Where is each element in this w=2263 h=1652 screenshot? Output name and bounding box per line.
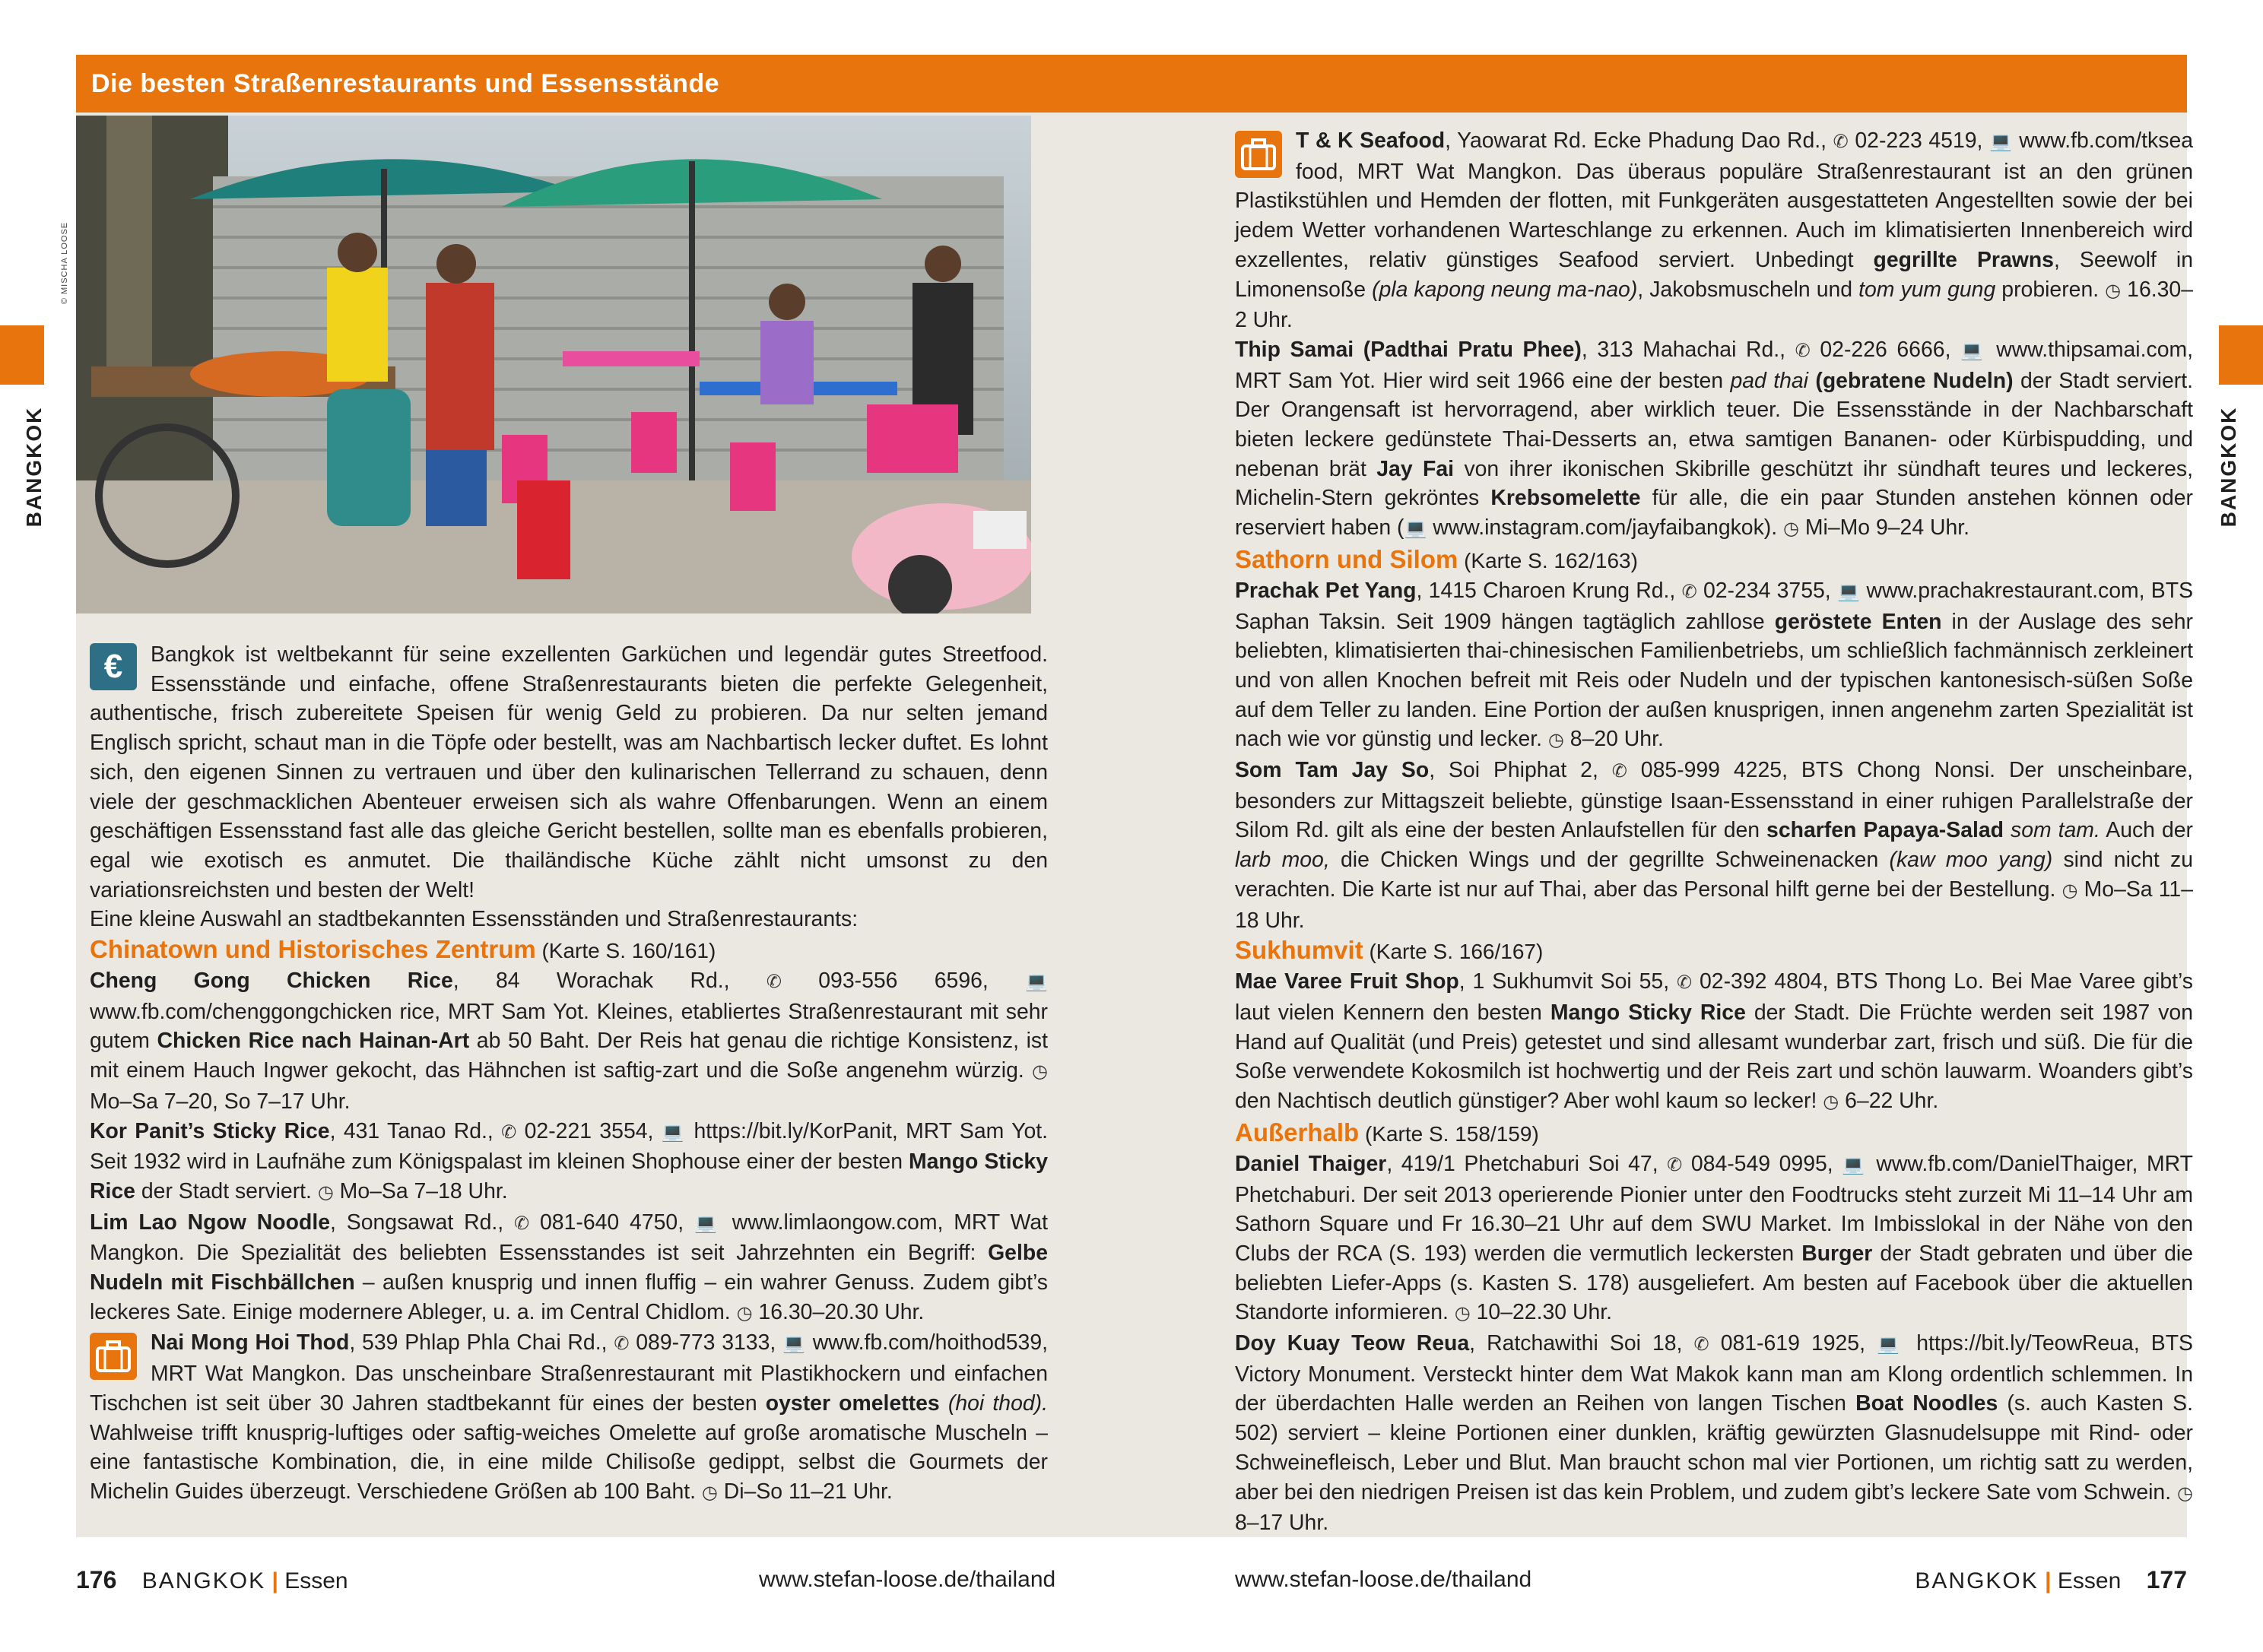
phone-icon: ✆ xyxy=(1611,761,1627,782)
page-number-left: 176 xyxy=(76,1566,117,1593)
clock-icon: ◷ xyxy=(701,1482,718,1503)
laptop-icon: 💻 xyxy=(694,1213,722,1234)
entry-prachak: Prachak Pet Yang, 1415 Charoen Krung Rd., ✆ 02-234 3755, 💻 www.prachakrestaurant.com, BTS Saphan Taksin. Seit 1909 hängen tagtäglich zahllose geröstete Enten in der Auslage des sehr beliebten, klimatisierten thai-chinesischen Familienbetriebs, um schließlich fachmännisch zerkleinert und von allen Knochen befreit mit Reis oder Nudeln und der typischen kantonesisch-süßen Soße auf dem Teller zu landen. Eine Portion der außen knusprigen, innen angenehm zarten Spezialität ist nach wie vor günstig und lecker. ◷ 8–20 Uhr. xyxy=(1235,578,2194,752)
section-heading-chinatown: Chinatown und Historisches Zentrum (Karte S. 160/161) xyxy=(90,935,716,964)
laptop-icon: 💻 xyxy=(1836,581,1861,602)
section-heading-sukhumvit: Sukhumvit (Karte S. 166/167) xyxy=(1235,936,1544,965)
briefcase-icon xyxy=(1235,131,1282,178)
laptop-icon: 💻 xyxy=(1404,518,1427,540)
clock-icon: ◷ xyxy=(1454,1303,1471,1324)
clock-icon: ◷ xyxy=(1547,730,1564,751)
footer-right: BANGKOK | Essen 177 xyxy=(1915,1566,2187,1593)
side-label-right: BANGKOK xyxy=(2217,406,2240,528)
laptop-icon: 💻 xyxy=(782,1333,806,1355)
banner-title: Die besten Straßenrestaurants und Essensstände xyxy=(91,69,720,98)
euro-icon: € xyxy=(90,643,137,690)
photo-credit: © MISCHA LOOSE xyxy=(60,221,69,305)
section-heading-sathorn: Sathorn und Silom (Karte S. 162/163) xyxy=(1235,544,1638,573)
phone-icon: ✆ xyxy=(1667,1154,1683,1175)
phone-icon: ✆ xyxy=(766,972,782,993)
footer-region-left: BANGKOK xyxy=(141,1568,266,1593)
entry-daniel-thaiger: Daniel Thaiger, 419/1 Phetchaburi Soi 47, ✆ 084-549 0995, 💻 www.fb.com/DanielThaiger, MRT Phetchaburi. Der seit 2013 operierende Pionier unter den Foodtrucks steht zurzeit Mi 11–14 Uhr am Sathorn Square und Fr 16.30–21 Uhr auf dem SWU Market. Im Imbisslokal in der Nähe von den Clubs der RCA (S. 193) werden die vermutlich leckersten Burger der Stadt gebraten und über die beliebten Liefer-Apps (s. Kasten S. 178) ausgeliefert. Am besten auf Facebook über die aktuellen Standorte informieren. ◷ 10–22.30 Uhr. xyxy=(1235,1151,2193,1325)
banner xyxy=(76,55,2187,113)
laptop-icon: 💻 xyxy=(1025,972,1048,993)
phone-icon: ✆ xyxy=(514,1213,530,1234)
entry-doy-kuay: Doy Kuay Teow Reua, Ratchawithi Soi 18, ✆ 081-619 1925, 💻 https://bit.ly/TeowReua, BTS Victory Monument. Versteckt hinter dem Wat Makok kann man am Klong ordentlich schlemmen. In der überdachten Halle werden an Reihen von langen Tischen Boat Noodles (s. auch Kasten S. 502) serviert – kleine Portionen einer dunklen, kräftig gewürzten Glasnudelsuppe mit Rind- oder Schweinefleisch, Leber und Blut. Man braucht schon mal vier Portionen, um richtig satt zu werden, aber bei den niedrigen Preisen ist das kein Problem, und zudem gibt’s leckere Sate vom Schwein. ◷ 8–17 Uhr. xyxy=(1235,1331,2193,1536)
entry-lim-lao-ngow: Lim Lao Ngow Noodle, Songsawat Rd., ✆ 081-640 4750, 💻 www.limlaongow.com, MRT Wat Mangkon. Die Spezialität des beliebten Essensstandes ist seit Jahrzehnten ein Begriff: Gelbe Nudeln mit Fischbällchen – außen knusprig und innen fluffig – ein wahrer Genuss. Zudem gibt’s leckeres Sate. Einige modernere Ableger, u. a. im Central Chidlom. ◷ 16.30–20.30 Uhr. xyxy=(90,1210,1048,1324)
side-label-left: BANGKOK xyxy=(22,406,46,528)
clock-icon: ◷ xyxy=(1032,1061,1048,1083)
clock-icon: ◷ xyxy=(1783,518,1799,540)
laptop-icon: 💻 xyxy=(1877,1334,1906,1356)
entry-kor-panit: Kor Panit’s Sticky Rice, 431 Tanao Rd., ✆ 02-221 3554, 💻 https://bit.ly/KorPanit, MRT Sam Yot. Seit 1932 wird in Laufnähe zum Königspalast im kleinen Shophouse einer der besten Mango Sticky Rice der Stadt serviert. ◷ Mo–Sa 7–18 Uhr. xyxy=(90,1118,1049,1203)
phone-icon: ✆ xyxy=(501,1121,517,1143)
entry-thip-samai: Thip Samai (Padthai Pratu Phee), 313 Mahachai Rd., ✆ 02-226 6666, 💻 www.thipsamai.com, MRT Sam Yot. Hier wird seit 1966 eine der besten pad thai (gebratene Nudeln) der Stadt serviert. Der Orangensaft ist hervorragend, aber wirklich teuer. Die Essensstände in der Nachbarschaft bieten leckere gedünstete Thai-Desserts an, etwa samtigen Bananen- oder Kürbispudding, und nebenan brät Jay Fai von ihrer ikonischen Skibrille geschützt ihr sündhaft teures und leckeres, Michelin-Stern gekröntes Krebsomelette für alle, die ein paar Stunden anstehen können oder reserviert haben (💻 www.instagram.com/jayfaibangkok). ◷ Mi–Mo 9–24 Uhr. xyxy=(1235,337,2194,541)
briefcase-icon xyxy=(90,1333,137,1380)
phone-icon: ✆ xyxy=(614,1333,630,1355)
entry-som-tam: Som Tam Jay So, Soi Phiphat 2, ✆ 085-999 4225, BTS Chong Nonsi. Der unscheinbare, besonders zur Mittagszeit beliebte, günstige Isaan-Essensstand in einer ruhigen Parallelstraße der Silom Rd. gilt als eine der besten Anlaufstellen für den scharfen Papaya-Salad som tam. Auch der larb moo, die Chicken Wings und der gegrillte Schweinenacken (kaw moo yang) sind nicht zu verachten. Die Karte ist nur auf Thai, aber das Personal hilft gerne bei der Bestellung. ◷ Mo–Sa 11–18 Uhr. xyxy=(1235,758,2194,933)
street-food-photo xyxy=(76,116,1031,614)
footer-url-right[interactable]: www.stefan-loose.de/thailand xyxy=(1235,1567,1532,1592)
entry-nai-mong: Nai Mong Hoi Thod, 539 Phlap Phla Chai Rd., ✆ 089-773 3133, 💻 www.fb.com/hoithod539, MRT Wat Mangkon. Das unscheinbare Straßenrestaurant mit Plastikhockern und einfachen Tischchen ist seit über 30 Jahren stadtbekannt für eines der besten oyster omelettes (hoi thod). Wahlweise trifft knusprig-luftiges oder saftig-weiches Omelette auf große aromatische Muscheln – eine fantastische Kombination, die, in eine milde Chilisoße gedippt, selbst die Gourmets der Michelin Guides überzeugt. Verschiedene Größen ab 100 Baht. ◷ Di–So 11–21 Uhr. xyxy=(90,1330,1049,1504)
clock-icon: ◷ xyxy=(2061,880,2078,901)
laptop-icon: 💻 xyxy=(1989,132,2013,152)
phone-icon: ✆ xyxy=(1833,132,1849,152)
clock-icon: ◷ xyxy=(1823,1092,1839,1113)
laptop-icon: 💻 xyxy=(1842,1154,1868,1175)
page-number-right: 177 xyxy=(2146,1566,2187,1593)
footer-section-right: Essen xyxy=(2057,1568,2122,1593)
intro-lead: Eine kleine Auswahl an stadtbekannten Essensständen und Straßenrestaurants: xyxy=(90,907,859,932)
laptop-icon: 💻 xyxy=(1960,340,1987,361)
phone-icon: ✆ xyxy=(1693,1334,1709,1356)
entry-mae-varee: Mae Varee Fruit Shop, 1 Sukhumvit Soi 55, ✆ 02-392 4804, BTS Thong Lo. Bei Mae Varee gibt’s laut vielen Kennern den besten Mango Sticky Rice der Stadt. Die Früchte werden seit 1987 von Hand auf Qualität (und Preis) getestet und sind allesamt wunderbar zart, frisch und süß. Die für die Soße verwendete Kokosmilch ist hochwertig und der Reis zart und schön lauwarm. Woanders gibt’s den Nachtisch deutlich günstiger? Aber wohl kaum so lecker! ◷ 6–22 Uhr. xyxy=(1235,969,2194,1114)
phone-icon: ✆ xyxy=(1681,581,1697,602)
entry-tk-seafood: T & K Seafood, Yaowarat Rd. Ecke Phadung Dao Rd., ✆ 02-223 4519, 💻 www.fb.com/tksea food, MRT Wat Mangkon. Das überaus populäre Straßenrestaurant ist an den grünen Plastikstühlen und Hemden der flotten, mit Funkgeräten ausgestatteten Angestellten sowie der bei jedem Wetter vorhandenen Warteschlange zu erkennen. Auch im klimatisierten Innenbereich wird exzellentes, relativ günstiges Seafood serviert. Unbedingt gegrillte Prawns, Seewolf in Limonensoße (pla kapong neung ma-nao), Jakobsmuscheln und tom yum gung probieren. ◷ 16.30–2 Uhr. xyxy=(1235,128,2194,333)
clock-icon: ◷ xyxy=(2105,280,2122,301)
footer-url-left[interactable]: www.stefan-loose.de/thailand xyxy=(759,1567,1056,1592)
phone-icon: ✆ xyxy=(1676,972,1693,994)
footer-region-right: BANGKOK xyxy=(1915,1568,2039,1593)
laptop-icon: 💻 xyxy=(661,1121,687,1143)
right-column xyxy=(1235,126,2193,1538)
intro-paragraph: € Bangkok ist weltbekannt für seine exzellenten Garküchen und legendär gutes Streetfood. Essensstände und einfache, offene Straßenrestaurants bieten die perfekte Gelegenheit, authentische, frisch zubereitete Speisen für wenig Geld zu probieren. Da nur selten jemand Englisch spricht, schaut man in die Töpfe oder bestellt, was am Nachbartisch lecker duftet. Es lohnt sich, den eigenen Sinnen zu vertrauen und über den kulinarischen Tellerrand zu schauen, denn viele der geschmacklichen Abenteuer erweisen sich als wahre Offenbarungen. Wenn an einem geschäftigen Essensstand fast alle das gleiche Gericht bestellen, sollte man es ebenfalls probieren, egal wie exotisch es anmutet. Die thailändische Küche zählt nicht umsonst zu den variationsreichsten und besten der Welt! xyxy=(90,642,1048,902)
clock-icon: ◷ xyxy=(2177,1482,2193,1504)
section-heading-ausserhalb: Außerhalb (Karte S. 158/159) xyxy=(1235,1118,1539,1146)
clock-icon: ◷ xyxy=(736,1302,753,1324)
footer-section-left: Essen xyxy=(284,1568,348,1593)
left-column xyxy=(90,640,1048,1508)
clock-icon: ◷ xyxy=(317,1181,334,1203)
photo-illustration xyxy=(76,116,1031,614)
phone-icon: ✆ xyxy=(1795,340,1811,361)
footer-left: 176 BANGKOK | Essen xyxy=(76,1566,348,1593)
entry-cheng-gong: Cheng Gong Chicken Rice, 84 Worachak Rd., ✆ 093-556 6596, 💻 www.fb.com/chenggongchicken rice, MRT Sam Yot. Kleines, etabliertes Straßenrestaurant mit sehr gutem Chicken Rice nach Hainan-Art ab 50 Baht. Der Reis hat genau die richtige Konsistenz, ist mit einem Hauch Ingwer gekocht, das Hähnchen ist saftig-zart und die Soße angenehm würzig. ◷ Mo–Sa 7–20, So 7–17 Uhr. xyxy=(90,969,1048,1114)
